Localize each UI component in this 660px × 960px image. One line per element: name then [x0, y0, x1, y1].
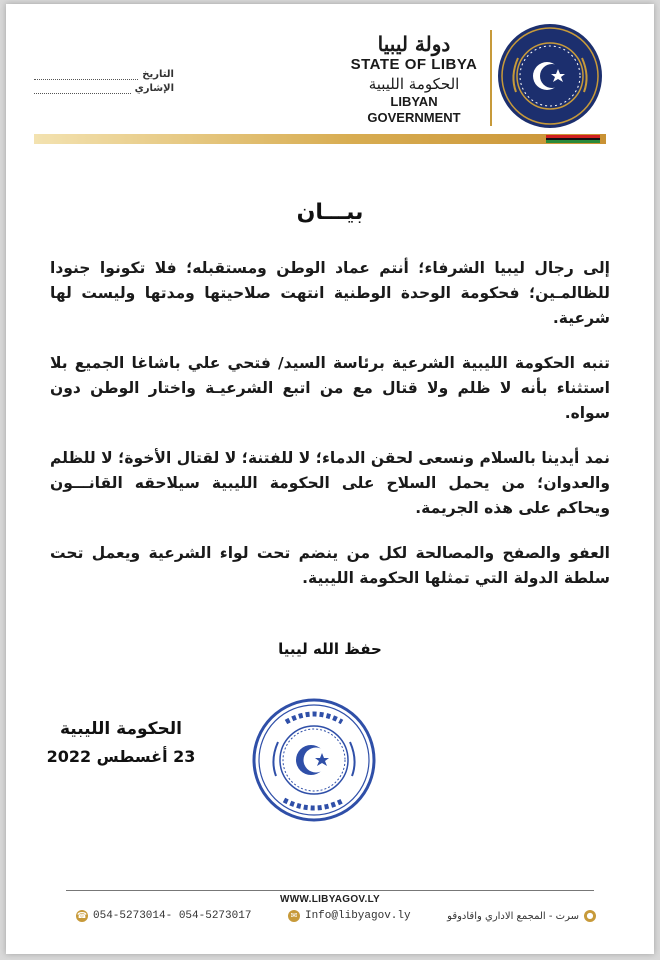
- government-seal-icon: [496, 22, 604, 130]
- paragraph-3: نمد أيدينا بالسلام ونسعى لحقن الدماء؛ لا للفتنة؛ لا لقتال الأخوة؛ لا للظلم والعدوان؛ من يحمل السلاح على الحكومة الليبية سيلاحقه القانـــون ويحاكم على هذه الجريمة.: [50, 449, 610, 517]
- statement-body: [50, 256, 610, 611]
- date-line: [34, 69, 138, 80]
- date-field-row: [34, 66, 174, 80]
- location-pin-icon: ●: [584, 910, 596, 922]
- footer-phone: [76, 910, 251, 922]
- english-government-name: LIBYAN GOVERNMENT: [367, 94, 461, 125]
- signature-block: [46, 714, 196, 770]
- reference-field-row: [34, 80, 174, 94]
- footer-address-text: سرت - المجمع الاداري واقادوقو: [447, 910, 579, 922]
- footer-divider: [66, 890, 594, 891]
- official-stamp-icon: [250, 696, 378, 824]
- flag-stripe: [546, 135, 600, 143]
- document-page: [6, 4, 654, 954]
- english-state-name: STATE OF LIBYA: [350, 56, 478, 73]
- footer-contacts: [76, 910, 596, 922]
- closing-phrase: حفظ الله ليبيا: [278, 640, 382, 658]
- phone-icon: ☎: [77, 911, 87, 920]
- header-divider: [490, 30, 492, 126]
- paragraph-1: إلى رجال ليبيا الشرفاء؛ أنتم عماد الوطن ومستقبله؛ فلا تكونوا جنودا للظالمـين؛ فحكومة الوحدة الوطنية انتهت صلاحيتها ومدتها وليست لها شرعية.: [50, 259, 610, 327]
- footer-website[interactable]: WWW.LIBYAGOV.LY: [279, 894, 381, 905]
- email-icon: ✉: [288, 910, 300, 922]
- paragraph-4: العفو والصفح والمصالحة لكل من ينضم تحت لواء الشرعية ويعمل تحت سلطة الدولة التي تمثلها الحكومة الليبية.: [50, 544, 610, 587]
- signature-date: 23 أغسطس 2022: [46, 747, 196, 766]
- arabic-government-name: الحكومة الليبية: [368, 75, 460, 93]
- footer-email[interactable]: [288, 910, 411, 922]
- arabic-state-name: دولة ليبيا: [377, 32, 451, 56]
- letterhead-title: [344, 32, 484, 126]
- footer-phone-text: 054-5273014- 054-5273017: [93, 910, 252, 922]
- header-band: [34, 134, 606, 144]
- reference-fields: [34, 66, 174, 94]
- footer-address: [447, 910, 596, 922]
- statement-title: بيـــان: [296, 200, 364, 225]
- date-label: التاريخ: [142, 69, 174, 80]
- reference-label: الإشاري: [134, 83, 174, 94]
- footer-email-text: Info@libyagov.ly: [304, 910, 411, 922]
- paragraph-2: تنبه الحكومة الليبية الشرعية برئاسة السيد/ فتحي علي باشاغا الجميع بلا استثناء بأنه لا ظلم ولا قتال مع من اتبع الشرعيـة واختار الوطن دون سواه.: [50, 354, 610, 422]
- reference-line: [34, 83, 131, 94]
- signature-organization: الحكومة الليبية: [59, 719, 183, 739]
